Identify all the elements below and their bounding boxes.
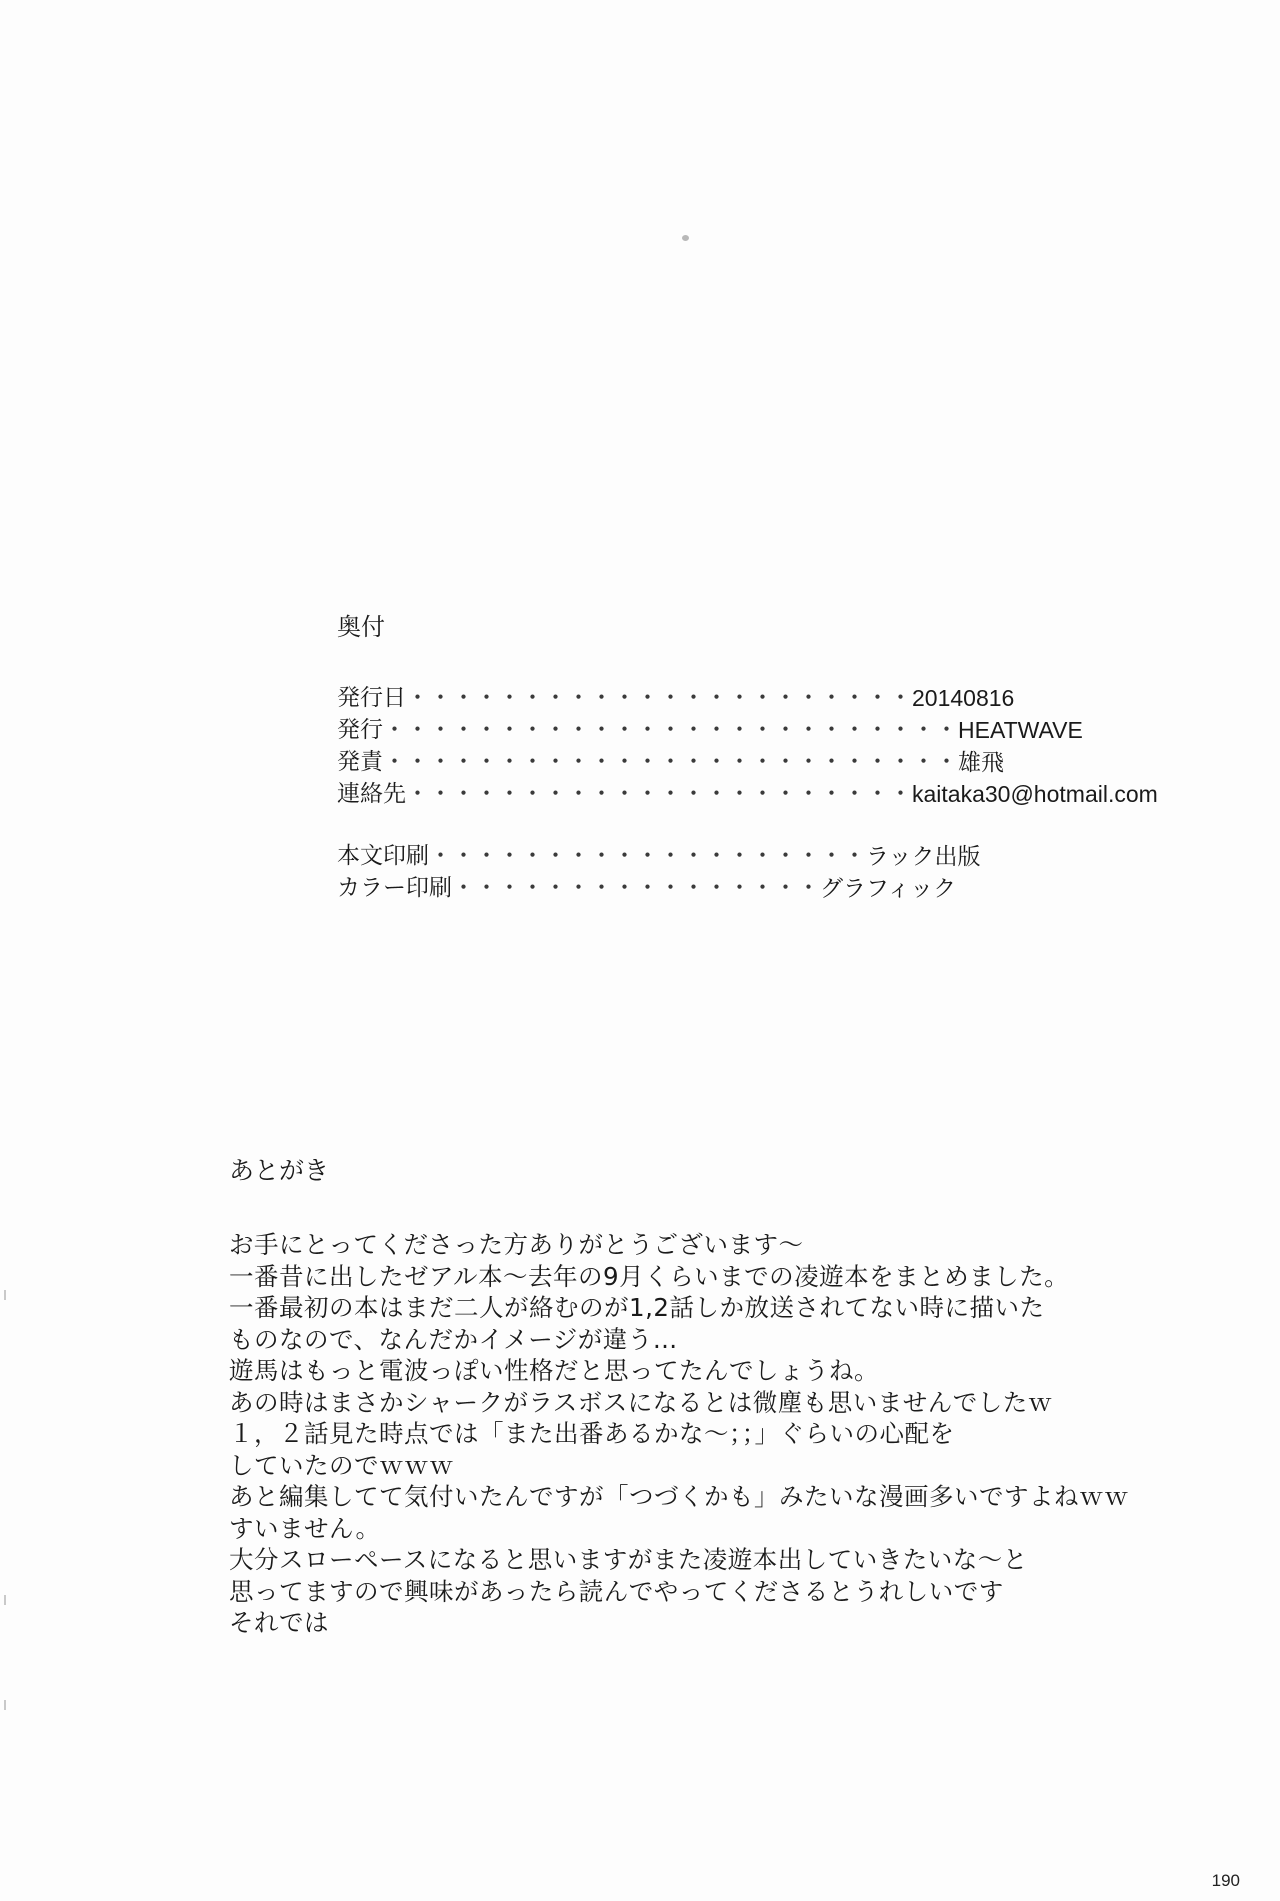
afterword-line: 遊馬はもっと電波っぽい性格だと思ってたんでしょうね。 bbox=[229, 1356, 879, 1385]
colophon-row-publish-date bbox=[337, 682, 1015, 714]
page-number: 190 bbox=[1211, 1871, 1240, 1890]
afterword-line: していたのでｗｗｗ bbox=[229, 1450, 454, 1480]
afterword-line: 大分スローペースになると思いますがまた凌遊本出していきたいな～と bbox=[229, 1545, 1028, 1574]
margin-mark bbox=[4, 1595, 6, 1605]
leader-dots: ・・・・・・・・・・・・・・・・・・・・・・・・・ bbox=[383, 749, 958, 775]
scan-speck bbox=[682, 235, 689, 241]
leader-dots: ・・・・・・・・・・・・・・・・・・・・・・ bbox=[406, 685, 912, 711]
colophon-row-contact bbox=[337, 778, 1158, 810]
colophon-label: 発行日 bbox=[337, 685, 406, 711]
colophon-value: 20140816 bbox=[912, 685, 1015, 711]
colophon-title: 奥付 bbox=[337, 613, 385, 641]
leader-dots: ・・・・・・・・・・・・・・・・ bbox=[452, 875, 820, 901]
afterword-line: １，２話見た時点では「また出番あるかな～；；」ぐらいの心配を bbox=[229, 1419, 955, 1448]
spacer bbox=[337, 810, 957, 840]
afterword-line: ものなので、なんだかイメージが違う… bbox=[229, 1324, 678, 1354]
leader-dots: ・・・・・・・・・・・・・・・・・・・・・・ bbox=[406, 781, 912, 807]
colophon-label: 連絡先 bbox=[337, 781, 406, 807]
leader-dots: ・・・・・・・・・・・・・・・・・・・ bbox=[429, 843, 866, 869]
contact-email: kaitaka30@hotmail.com bbox=[912, 781, 1158, 807]
colophon bbox=[337, 612, 1158, 904]
afterword-line: 思ってますので興味があったら読んでやってくださるとうれしいです bbox=[229, 1576, 1004, 1606]
colophon-row-color-printing bbox=[337, 872, 957, 904]
leader-dots: ・・・・・・・・・・・・・・・・・・・・・・・・・ bbox=[383, 717, 958, 743]
afterword-line: 一番最初の本はまだ二人が絡むのが1,2話しか放送されてない時に描いた bbox=[229, 1293, 1045, 1322]
colophon-label: 発責 bbox=[337, 749, 383, 775]
colophon-row-publisher bbox=[337, 714, 1083, 746]
colophon-value: グラフィック bbox=[820, 875, 957, 901]
afterword-title: あとがき bbox=[229, 1156, 330, 1185]
margin-mark bbox=[4, 1700, 6, 1710]
afterword-line: あと編集してて気付いたんですが「つづくかも」みたいな漫画多いですよねｗｗ bbox=[229, 1482, 1129, 1511]
colophon-label: カラー印刷 bbox=[337, 875, 452, 901]
colophon-row-body-printing bbox=[337, 840, 981, 872]
afterword-line: 一番昔に出したゼアル本～去年の9月くらいまでの凌遊本をまとめました。 bbox=[229, 1261, 1070, 1291]
afterword-line: お手にとってくださった方ありがとうございます～ bbox=[229, 1230, 804, 1259]
colophon-row-responsible bbox=[337, 746, 1004, 778]
colophon-label: 本文印刷 bbox=[337, 843, 429, 869]
colophon-value: ラック出版 bbox=[866, 843, 981, 869]
afterword-line: すいません。 bbox=[229, 1513, 381, 1543]
colophon-label: 発行 bbox=[337, 717, 383, 743]
afterword-line: それでは bbox=[229, 1608, 329, 1637]
margin-mark bbox=[4, 1290, 6, 1300]
afterword-line: あの時はまさかシャークがラスボスになるとは微塵も思いませんでしたｗ bbox=[229, 1387, 1053, 1417]
colophon-value: 雄飛 bbox=[958, 749, 1004, 775]
afterword bbox=[229, 1155, 1209, 1639]
colophon-value: HEATWAVE bbox=[958, 717, 1083, 743]
